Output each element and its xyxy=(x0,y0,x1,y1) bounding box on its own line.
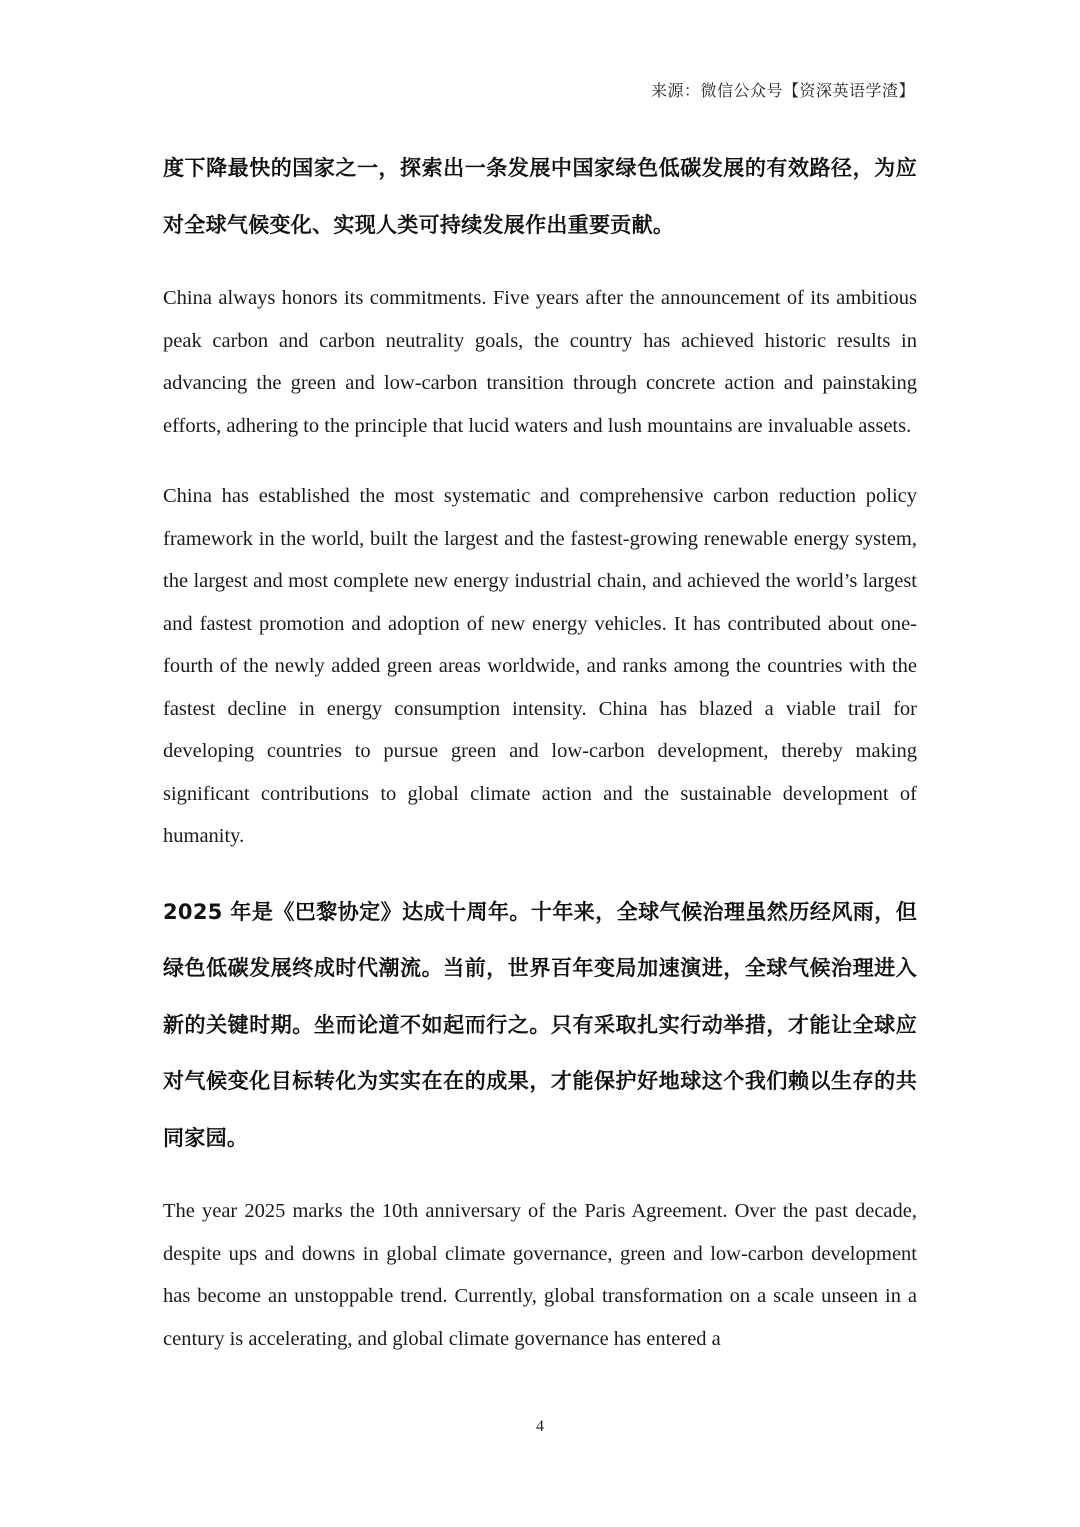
source-header: 来源：微信公众号【资深英语学渣】 xyxy=(650,81,915,100)
paragraph-zh-2: 2025 年是《巴黎协定》达成十周年。十年来，全球气候治理虽然历经风雨，但绿色低碳发展终成时代潮流。当前，世界百年变局加速演进，全球气候治理进入新的关键时期。坐而论道不如起而行之。只有采取扎实行动举措，才能让全球应对气候变化目标转化为实实在在的成果，才能保护好地球这个我们赖以生存的共同家园。 xyxy=(163,899,917,1150)
paragraph-en-1: China always honors its commitments. Five years after the announcement of its ambitious peak carbon and carbon neutrality goals, the country has achieved historic results in advancing the green and low-carbon transition through concrete action and painstaking efforts, adhering to the principle that lucid waters and lush mountains are invaluable assets. xyxy=(163,287,917,437)
paragraph-en-2: China has established the most systematic and comprehensive carbon reduction policy framework in the world, built the largest and the fastest-growing renewable energy system, the largest and most complete new energy industrial chain, and achieved the world’s largest and fastest promotion and adoption of new energy vehicles. It has contributed about one-fourth of the newly added green areas worldwide, and ranks among the countries with the fastest decline in energy consumption intensity. China has blazed a viable trail for developing countries to pursue green and low-carbon development, thereby making significant contributions to global climate action and the sustainable development of humanity. xyxy=(163,485,917,847)
paragraph-zh-1: 度下降最快的国家之一，探索出一条发展中国家绿色低碳发展的有效路径，为应对全球气候变化、实现人类可持续发展作出重要贡献。 xyxy=(163,156,917,237)
paragraph-en-3: The year 2025 marks the 10th anniversary of the Paris Agreement. Over the past decade, despite ups and downs in global climate governance, green and low-carbon development has become an unstoppable trend. Currently, global transformation on a scale unseen in a century is accelerating, and global climate governance has entered a xyxy=(163,1200,917,1350)
article-body xyxy=(163,142,917,1360)
page-number: 4 xyxy=(536,1418,544,1435)
